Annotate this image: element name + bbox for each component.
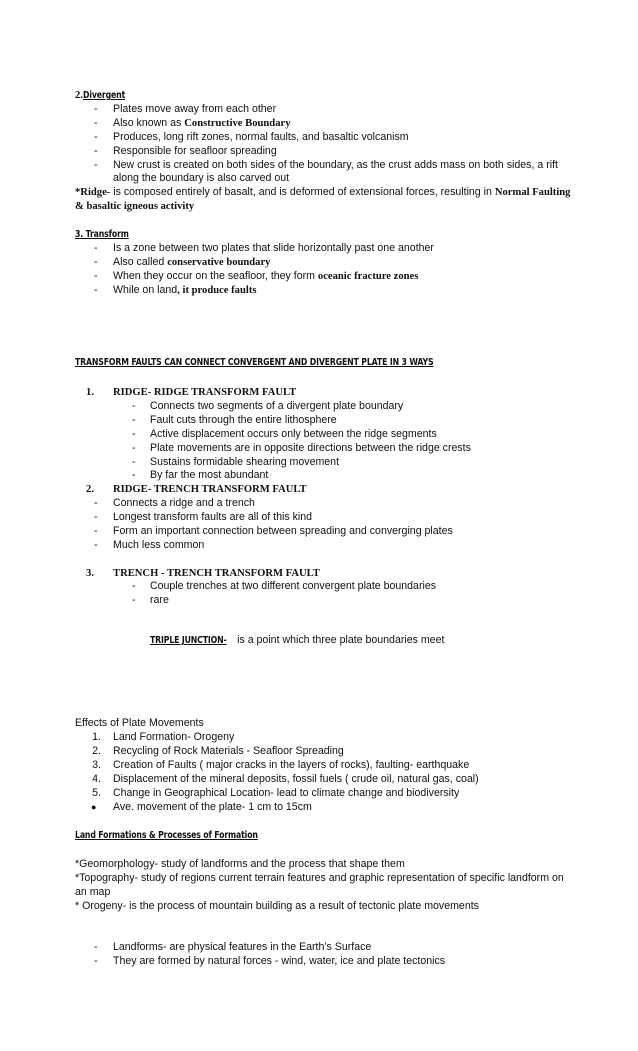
text: is composed entirely of basalt, and is deformed of extensional forces, resulting in [110,186,495,198]
effects-item: Land Formation- Orogeny [113,731,235,743]
text: While on land [113,284,178,296]
transform-bullet-2 [113,256,270,269]
bullet-dash: - [132,442,136,454]
bullet-dash: - [94,511,98,523]
ridge-ridge-bullet: By far the most abundant [150,469,269,481]
bold-term: oceanic fracture zones [317,271,419,282]
list-number: 2. [86,484,94,495]
effects-item: Creation of Faults ( major cracks in the layers of rocks), faulting- earthquake [113,759,470,771]
bullet-dash: - [94,497,98,509]
bullet-dash: - [132,456,136,468]
section-title: Land Formations & Processes of Formation [75,830,258,841]
list-number: 5. [92,787,101,799]
divergent-bullet-1: Plates move away from each other [113,103,277,115]
ridge-ridge-bullet: Sustains formidable shearing movement [150,456,340,468]
divergent-bullet-5-line-1: New crust is created on both sides of the boundary, as the crust adds mass on both sides, a rift [113,159,558,171]
ridge-note-line-1 [75,186,570,199]
bullet-dash: - [94,159,98,171]
bold-term: Ridge- [80,187,111,198]
bullet-dash: - [132,594,136,606]
divergent-bullet-4: Responsible for seafloor spreading [113,145,277,157]
orogeny-definition: * Orogeny- is the process of mountain building as a result of tectonic plate movements [75,900,479,912]
bullet-dash: - [132,469,136,481]
bullet-dash: - [94,103,98,115]
section-divergent-heading [75,89,137,102]
ridge-ridge-bullet: Fault cuts through the entire lithosphere [150,414,337,426]
bold-term: conservative boundary [167,257,271,268]
ridge-ridge-title: RIDGE- RIDGE TRANSFORM FAULT [113,387,297,398]
ridge-trench-bullet: Longest transform faults are all of this kind [113,511,313,523]
divergent-bullet-2 [113,117,291,130]
land-formations-heading [75,829,309,842]
list-number: 3. [92,759,101,771]
bullet-dot: ● [91,802,97,812]
topography-definition-line-2: an map [75,886,111,898]
section-title: 3. Transform [75,229,129,240]
geomorphology-definition: *Geomorphology- study of landforms and the process that shape them [75,858,405,870]
transform-bullet-1: Is a zone between two plates that slide horizontally past one another [113,242,434,254]
bullet-dash: - [132,580,136,592]
bullet-dash: - [94,941,98,953]
effects-title: Effects of Plate Movements [75,717,204,729]
triple-junction-definition [150,634,444,647]
ridge-note-line-2: & basaltic igneous activity [75,201,195,212]
list-number: 2. [92,745,101,757]
ridge-ridge-bullet: Connects two segments of a divergent plate boundary [150,400,404,412]
text: is a point which three plate boundaries meet [234,634,445,646]
bullet-dash: - [94,145,98,157]
trench-trench-title: TRENCH - TRENCH TRANSFORM FAULT [113,568,320,579]
bullet-dash: - [94,117,98,129]
divergent-bullet-3: Produces, long rift zones, normal faults, and basaltic volcanism [113,131,409,143]
section-number: 2. [75,90,83,101]
ridge-ridge-bullet: Plate movements are in opposite directions between the ridge crests [150,442,471,454]
bullet-dash: - [94,242,98,254]
bold-term: Normal Faulting [494,187,571,198]
bullet-dash: - [132,414,136,426]
bullet-dash: - [94,256,98,268]
effects-item: Recycling of Rock Materials - Seafloor Spreading [113,745,344,757]
section-title: Divergent [82,90,126,101]
list-number: 3. [86,568,94,579]
text: When they occur on the seafloor, they form [113,270,318,282]
divergent-bullet-5-line-2: along the boundary is also carved out [113,172,290,184]
effects-item: Change in Geographical Location- lead to climate change and biodiversity [113,787,460,799]
bullet-dash: - [132,400,136,412]
text: Also known as [113,117,185,129]
bullet-dash: - [94,525,98,537]
bullet-dash: - [94,284,98,296]
landforms-bullet: Landforms- are physical features in the Earth’s Surface [113,941,372,953]
list-number: 1. [86,387,94,398]
bullet-dash: - [94,955,98,967]
topography-definition-line-1: *Topography- study of regions current terrain features and graphic representation of specific landform on [75,872,564,884]
effects-item: Displacement of the mineral deposits, fossil fuels ( crude oil, natural gas, coal) [113,773,479,785]
ridge-trench-title: RIDGE- TRENCH TRANSFORM FAULT [113,484,307,495]
asterisk: * [75,187,81,198]
ridge-trench-bullet: Form an important connection between spreading and converging plates [113,525,453,537]
bullet-dash: - [132,428,136,440]
bullet-dash: - [94,131,98,143]
ridge-ridge-bullet: Active displacement occurs only between the ridge segments [150,428,437,440]
trench-trench-bullet: Couple trenches at two different convergent plate boundaries [150,580,437,592]
landforms-bullet: They are formed by natural forces - wind, water, ice and plate tectonics [113,955,446,967]
transform-bullet-4 [113,284,256,297]
bullet-dash: - [94,539,98,551]
bullet-dash: - [94,270,98,282]
transform-bullet-3 [113,270,418,283]
section-transform-heading [75,228,144,241]
section-title: TRANSFORM FAULTS CAN CONNECT CONVERGENT AND DIVERGENT PLATE IN 3 WAYS [75,357,434,368]
bold-term: TRIPLE JUNCTION- [150,635,227,646]
transform-faults-heading [75,356,535,369]
effects-ave-movement: Ave. movement of the plate- 1 cm to 15cm [113,801,312,813]
ridge-trench-bullet: Much less common [113,539,205,551]
list-number: 1. [92,731,101,743]
ridge-trench-bullet: Connects a ridge and a trench [113,497,255,509]
bold-term: , it produce faults [177,285,257,296]
bold-term: Constructive Boundary [184,118,291,129]
list-number: 4. [92,773,101,785]
trench-trench-bullet: rare [150,594,169,606]
text: Also called [113,256,168,268]
